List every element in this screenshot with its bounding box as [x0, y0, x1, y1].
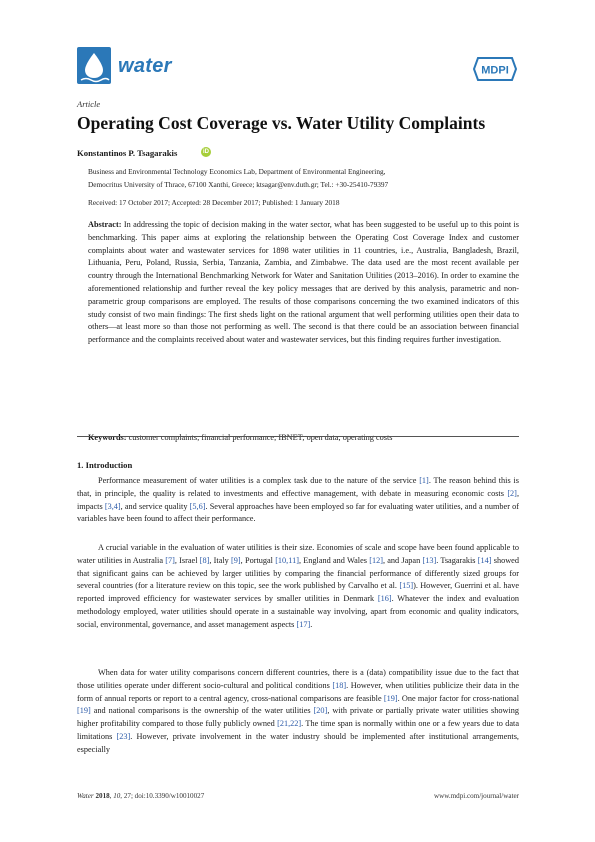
paragraph-text: ). However, Guerrini et al. have reported improved efficiency for wastewater services by smaller utilities in Denmark: [77, 581, 520, 604]
paragraph-text: , impacts: [77, 488, 519, 511]
journal-url[interactable]: www.mdpi.com/journal/water: [433, 792, 519, 800]
abstract: [88, 219, 519, 347]
citation-link[interactable]: [18]: [332, 680, 347, 690]
paragraph-text: . Tsagarakis: [436, 555, 478, 565]
publisher-logo-icon: [472, 56, 518, 87]
keywords-text: customer complaints; financial performance; IBNET; open data; operating costs: [128, 433, 393, 442]
affiliation-line: Democritus University of Thrace, 67100 Xanthi, Greece; ktsagar@env.duth.gr; Tel.: +30-25410-79397: [88, 180, 389, 189]
journal-name: water: [118, 55, 172, 77]
citation-link[interactable]: [14]: [477, 555, 492, 565]
paragraph-text: . The time span is normally within one or a few years due to data limitations: [77, 719, 519, 741]
water-drop-icon: [77, 47, 111, 84]
orcid-icon[interactable]: iD: [203, 149, 209, 155]
citation-link[interactable]: [19]: [383, 693, 398, 703]
paragraph-text: . The reason behind this is that, in principle, the quality is related to investments and effective management, with debate in measuring economic costs: [77, 476, 519, 498]
paragraph-text: , England and Wales: [298, 555, 370, 565]
section-divider: [77, 436, 519, 437]
section-heading: 1. Introduction: [77, 460, 133, 470]
citation-link[interactable]: [10,11]: [275, 555, 299, 565]
citation-link[interactable]: [1]: [419, 476, 429, 485]
citation-link[interactable]: [16]: [377, 594, 392, 604]
paragraph-text: , and Japan: [382, 555, 423, 565]
paragraph-text: When data for water utility comparisons concern different countries, there is a (data) compatibility issue due to the fact that those utilities operate under different socio-cultural and political conditions: [77, 668, 519, 690]
citation-link[interactable]: [20]: [313, 706, 328, 716]
citation-link[interactable]: [13]: [422, 555, 437, 565]
paragraph-text: , and service quality: [120, 501, 190, 511]
abstract-label: Abstract:: [88, 220, 122, 229]
author-name: Konstantinos P. Tsagarakis: [77, 148, 178, 158]
paragraph-text: . Several approaches have been employed so far for evaluating water utilities, and a number of variables have been found to affect their performance.: [77, 501, 519, 524]
paragraph-text: , Italy: [209, 555, 232, 565]
citation-link[interactable]: [17]: [296, 619, 311, 629]
publisher-logo-text: MDPI: [481, 64, 509, 77]
body-paragraph: [77, 667, 519, 757]
body-paragraph: [77, 542, 519, 632]
paragraph-text: . However, private involvement in the water industry should be implemented after institutional arrangements, especially: [77, 731, 519, 754]
publication-dates: Received: 17 October 2017; Accepted: 28 December 2017; Published: 1 January 2018: [88, 198, 340, 207]
keywords: [88, 433, 519, 442]
citation-link[interactable]: [5,6]: [189, 501, 206, 511]
paragraph-text: .: [310, 619, 313, 629]
citation-link[interactable]: [3,4]: [104, 501, 121, 511]
paragraph-text: . Whatever the index and evaluation methodology employed, water utilities should operate in a sustainable way involving, apart from economic and quality indicators, social, environmental, governance, and asset management aspects: [77, 594, 520, 629]
paragraph-text: , Portugal: [240, 555, 276, 565]
citation-footer: Water 2018, 10, 27; doi:10.3390/w10010027: [77, 792, 205, 800]
citation-year: 2018: [95, 792, 110, 800]
paragraph-text: showed that significant gains can be achieved by larger utilities by comparing the financial performance of differently sized groups for several countries (for a literature review on this topic, see the work published by Carvalho et al.: [77, 555, 519, 591]
paragraph-text: Performance measurement of water utilities is a complex task due to the nature of the service: [98, 476, 420, 485]
citation-link[interactable]: [19]: [77, 706, 91, 716]
citation-link[interactable]: [21,22]: [277, 719, 302, 729]
paragraph-text: A crucial variable in the evaluation of water utilities is their size. Economies of scale and scope have been found applicable to water utilities in Australia: [77, 543, 519, 565]
citation-link[interactable]: [23]: [116, 731, 131, 741]
citation-journal: Water: [77, 792, 94, 800]
journal-logo-icon: [77, 47, 111, 84]
article-type: Article: [77, 99, 101, 109]
citation-link[interactable]: [8]: [199, 555, 210, 565]
citation-volume: 10: [113, 792, 121, 800]
citation-link[interactable]: [12]: [369, 555, 383, 565]
paragraph-text: , with private or partially private water utilities showing higher profitability compared to those fully publicly owned: [77, 706, 519, 729]
paragraph-text: , Israel: [174, 555, 200, 565]
abstract-text: In addressing the topic of decision making in the water sector, what has been suggested to be useful up to this point is benchmarking. This paper aims at exploring the relationship between the Operating Cost Coverage Index and customer complaints about water and wastewater services for 1898 water utilities in 11 countries, i.e., Australia, Bangladesh, Brazil, Lithuania, Peru, Poland, Russia, Serbia, Tanzania, Zambia, and Zimbabwe. The data used are the most recent available per country through the International Benchmarking Network for Water and Sanitation Utilities (2013–2016). In order to examine the aforementioned relationship and further reveal the key policy messages that are derived by this analysis, parametric and non-parametric group comparisons are employed. The results of those comparisons concerning the two examined indicators of this study consist of two main findings: The first sheds light on the rational argument that well performing utilities open their data to others—at least more so than those not performing as well. The second is that there could be an association between financial performance and the complaints received about water and wastewater services, but this finding requires further investigation.: [88, 220, 519, 345]
affiliation-line: Business and Environmental Technology Economics Lab, Department of Environmental Engineering,: [88, 167, 386, 176]
citation-link[interactable]: [15]: [399, 581, 414, 591]
citation-doi: , 27; doi:10.3390/w10010027: [120, 792, 205, 800]
citation-link[interactable]: [9]: [231, 555, 241, 565]
citation-link[interactable]: [2]: [507, 488, 517, 498]
citation-link[interactable]: [7]: [165, 555, 175, 565]
keywords-label: Keywords:: [88, 433, 127, 442]
paragraph-text: . However, when utilities publicize their data in the form of annual reports or report to a central agency, cross-national comparisons are feasible: [77, 680, 519, 703]
paragraph-text: . One major factor for cross-national: [397, 693, 519, 703]
body-paragraph: [77, 475, 519, 526]
paragraph-text: and national comparisons is the ownership of the water utilities: [90, 706, 314, 716]
article-title: Operating Cost Coverage vs. Water Utility Complaints: [77, 113, 486, 133]
